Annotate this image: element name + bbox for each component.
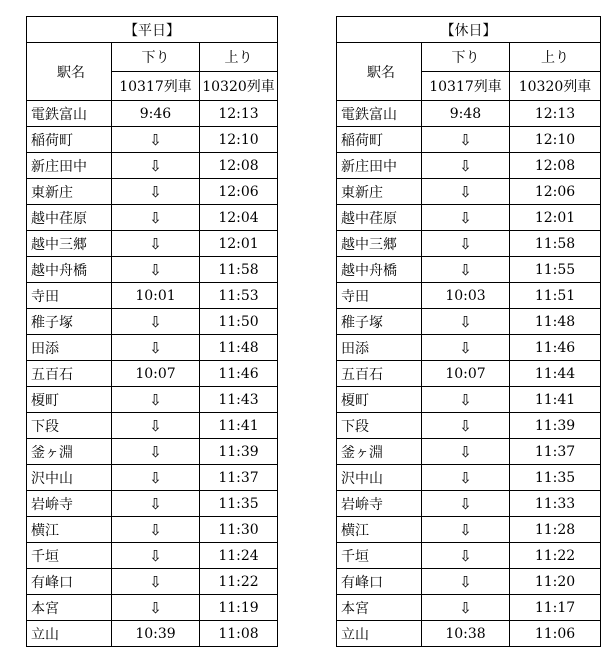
table-row bbox=[337, 179, 601, 205]
station-cell: 新庄田中 bbox=[337, 153, 422, 179]
station-cell: 五百石 bbox=[27, 361, 112, 387]
up-time-cell: 11:44 bbox=[510, 361, 601, 387]
table-row bbox=[27, 595, 278, 621]
down-time-cell: 10:01 bbox=[112, 283, 200, 309]
down-time-cell: ⇩ bbox=[112, 517, 200, 543]
down-header: 下り bbox=[422, 43, 510, 72]
up-time-cell: 11:46 bbox=[200, 361, 278, 387]
station-cell: 田添 bbox=[337, 335, 422, 361]
up-time-cell: 11:41 bbox=[200, 413, 278, 439]
down-time-cell: ⇩ bbox=[112, 335, 200, 361]
table-row bbox=[27, 179, 278, 205]
up-time-cell: 11:53 bbox=[200, 283, 278, 309]
table-row bbox=[337, 309, 601, 335]
down-time-cell: ⇩ bbox=[422, 205, 510, 231]
weekday-title: 【平日】 bbox=[27, 17, 278, 43]
down-time-cell: ⇩ bbox=[422, 127, 510, 153]
table-row bbox=[337, 387, 601, 413]
station-cell: 越中三郷 bbox=[27, 231, 112, 257]
table-row bbox=[337, 491, 601, 517]
table-row bbox=[27, 101, 278, 127]
table-row bbox=[27, 361, 278, 387]
down-time-cell: 10:07 bbox=[422, 361, 510, 387]
down-train-number: 10317列車 bbox=[422, 72, 510, 101]
down-time-cell: ⇩ bbox=[112, 387, 200, 413]
table-row bbox=[337, 439, 601, 465]
holiday-timetable bbox=[336, 16, 601, 647]
table-row bbox=[337, 283, 601, 309]
table-row bbox=[27, 465, 278, 491]
down-time-cell: ⇩ bbox=[112, 465, 200, 491]
station-cell: 釜ヶ淵 bbox=[337, 439, 422, 465]
station-cell: 岩峅寺 bbox=[27, 491, 112, 517]
up-time-cell: 11:48 bbox=[200, 335, 278, 361]
station-cell: 千垣 bbox=[27, 543, 112, 569]
down-time-cell: ⇩ bbox=[422, 309, 510, 335]
table-row bbox=[337, 335, 601, 361]
station-cell: 越中荏原 bbox=[27, 205, 112, 231]
table-row bbox=[337, 595, 601, 621]
down-time-cell: ⇩ bbox=[422, 387, 510, 413]
table-row bbox=[27, 205, 278, 231]
up-time-cell: 11:50 bbox=[200, 309, 278, 335]
down-time-cell: 10:38 bbox=[422, 621, 510, 647]
table-row bbox=[337, 569, 601, 595]
table-row bbox=[337, 101, 601, 127]
station-cell: 沢中山 bbox=[337, 465, 422, 491]
station-cell: 下段 bbox=[27, 413, 112, 439]
station-cell: 横江 bbox=[337, 517, 422, 543]
up-time-cell: 11:39 bbox=[510, 413, 601, 439]
up-train-number: 10320列車 bbox=[200, 72, 278, 101]
table-row bbox=[27, 543, 278, 569]
table-row bbox=[337, 413, 601, 439]
table-row bbox=[27, 621, 278, 647]
table-row bbox=[27, 257, 278, 283]
down-time-cell: ⇩ bbox=[422, 569, 510, 595]
table-row bbox=[337, 231, 601, 257]
down-time-cell: 10:03 bbox=[422, 283, 510, 309]
up-time-cell: 11:55 bbox=[510, 257, 601, 283]
up-time-cell: 12:10 bbox=[510, 127, 601, 153]
station-cell: 榎町 bbox=[337, 387, 422, 413]
down-time-cell: ⇩ bbox=[112, 413, 200, 439]
table-row bbox=[337, 153, 601, 179]
table-row bbox=[27, 309, 278, 335]
table-row bbox=[27, 387, 278, 413]
table-row bbox=[27, 153, 278, 179]
station-header: 駅名 bbox=[337, 43, 422, 101]
station-cell: 釜ヶ淵 bbox=[27, 439, 112, 465]
up-time-cell: 12:13 bbox=[200, 101, 278, 127]
station-cell: 本宮 bbox=[337, 595, 422, 621]
holiday-title: 【休日】 bbox=[337, 17, 601, 43]
down-time-cell: ⇩ bbox=[112, 439, 200, 465]
station-cell: 稚子塚 bbox=[27, 309, 112, 335]
up-time-cell: 11:46 bbox=[510, 335, 601, 361]
station-cell: 電鉄富山 bbox=[27, 101, 112, 127]
station-cell: 有峰口 bbox=[337, 569, 422, 595]
table-row bbox=[27, 231, 278, 257]
station-cell: 岩峅寺 bbox=[337, 491, 422, 517]
up-time-cell: 11:08 bbox=[200, 621, 278, 647]
station-cell: 五百石 bbox=[337, 361, 422, 387]
table-row bbox=[27, 283, 278, 309]
down-time-cell: ⇩ bbox=[112, 231, 200, 257]
weekday-timetable bbox=[26, 16, 278, 647]
up-time-cell: 11:33 bbox=[510, 491, 601, 517]
up-time-cell: 12:01 bbox=[510, 205, 601, 231]
down-time-cell: ⇩ bbox=[422, 465, 510, 491]
up-time-cell: 12:06 bbox=[510, 179, 601, 205]
up-time-cell: 11:22 bbox=[200, 569, 278, 595]
table-row bbox=[337, 361, 601, 387]
down-time-cell: ⇩ bbox=[422, 413, 510, 439]
up-time-cell: 11:51 bbox=[510, 283, 601, 309]
station-cell: 寺田 bbox=[337, 283, 422, 309]
station-cell: 千垣 bbox=[337, 543, 422, 569]
down-time-cell: ⇩ bbox=[112, 257, 200, 283]
station-cell: 東新庄 bbox=[337, 179, 422, 205]
down-time-cell: ⇩ bbox=[422, 595, 510, 621]
up-time-cell: 11:58 bbox=[510, 231, 601, 257]
down-time-cell: ⇩ bbox=[112, 569, 200, 595]
up-time-cell: 11:19 bbox=[200, 595, 278, 621]
up-time-cell: 11:35 bbox=[510, 465, 601, 491]
up-time-cell: 11:37 bbox=[510, 439, 601, 465]
table-row bbox=[337, 621, 601, 647]
down-time-cell: ⇩ bbox=[112, 595, 200, 621]
station-cell: 稲荷町 bbox=[27, 127, 112, 153]
table-row bbox=[337, 465, 601, 491]
up-time-cell: 11:39 bbox=[200, 439, 278, 465]
down-time-cell: ⇩ bbox=[112, 491, 200, 517]
up-header: 上り bbox=[510, 43, 601, 72]
up-time-cell: 11:06 bbox=[510, 621, 601, 647]
table-row bbox=[337, 517, 601, 543]
down-time-cell: 10:07 bbox=[112, 361, 200, 387]
table-row bbox=[27, 127, 278, 153]
station-cell: 越中三郷 bbox=[337, 231, 422, 257]
station-cell: 有峰口 bbox=[27, 569, 112, 595]
up-time-cell: 11:30 bbox=[200, 517, 278, 543]
table-row bbox=[27, 413, 278, 439]
down-time-cell: ⇩ bbox=[422, 335, 510, 361]
station-cell: 横江 bbox=[27, 517, 112, 543]
up-time-cell: 11:41 bbox=[510, 387, 601, 413]
station-cell: 越中荏原 bbox=[337, 205, 422, 231]
up-time-cell: 11:37 bbox=[200, 465, 278, 491]
up-time-cell: 11:48 bbox=[510, 309, 601, 335]
up-time-cell: 11:28 bbox=[510, 517, 601, 543]
table-row bbox=[27, 439, 278, 465]
up-time-cell: 12:08 bbox=[510, 153, 601, 179]
up-train-number: 10320列車 bbox=[510, 72, 601, 101]
station-cell: 本宮 bbox=[27, 595, 112, 621]
down-time-cell: 9:46 bbox=[112, 101, 200, 127]
station-cell: 稚子塚 bbox=[337, 309, 422, 335]
table-row bbox=[337, 127, 601, 153]
down-header: 下り bbox=[112, 43, 200, 72]
table-row bbox=[27, 569, 278, 595]
station-cell: 越中舟橋 bbox=[337, 257, 422, 283]
up-header: 上り bbox=[200, 43, 278, 72]
up-time-cell: 12:13 bbox=[510, 101, 601, 127]
down-time-cell: ⇩ bbox=[112, 309, 200, 335]
down-time-cell: ⇩ bbox=[422, 179, 510, 205]
station-cell: 東新庄 bbox=[27, 179, 112, 205]
down-train-number: 10317列車 bbox=[112, 72, 200, 101]
up-time-cell: 12:10 bbox=[200, 127, 278, 153]
up-time-cell: 11:17 bbox=[510, 595, 601, 621]
station-cell: 田添 bbox=[27, 335, 112, 361]
up-time-cell: 11:58 bbox=[200, 257, 278, 283]
station-cell: 寺田 bbox=[27, 283, 112, 309]
down-time-cell: ⇩ bbox=[422, 153, 510, 179]
station-cell: 立山 bbox=[337, 621, 422, 647]
up-time-cell: 12:06 bbox=[200, 179, 278, 205]
up-time-cell: 12:08 bbox=[200, 153, 278, 179]
up-time-cell: 11:20 bbox=[510, 569, 601, 595]
down-time-cell: ⇩ bbox=[422, 257, 510, 283]
down-time-cell: ⇩ bbox=[112, 179, 200, 205]
down-time-cell: ⇩ bbox=[112, 205, 200, 231]
station-cell: 榎町 bbox=[27, 387, 112, 413]
up-time-cell: 12:01 bbox=[200, 231, 278, 257]
down-time-cell: ⇩ bbox=[422, 231, 510, 257]
station-header: 駅名 bbox=[27, 43, 112, 101]
table-row bbox=[337, 257, 601, 283]
table-row bbox=[27, 517, 278, 543]
down-time-cell: 9:48 bbox=[422, 101, 510, 127]
up-time-cell: 11:35 bbox=[200, 491, 278, 517]
up-time-cell: 11:22 bbox=[510, 543, 601, 569]
down-time-cell: ⇩ bbox=[112, 543, 200, 569]
down-time-cell: ⇩ bbox=[422, 517, 510, 543]
down-time-cell: 10:39 bbox=[112, 621, 200, 647]
down-time-cell: ⇩ bbox=[422, 543, 510, 569]
station-cell: 立山 bbox=[27, 621, 112, 647]
up-time-cell: 11:43 bbox=[200, 387, 278, 413]
station-cell: 下段 bbox=[337, 413, 422, 439]
down-time-cell: ⇩ bbox=[112, 127, 200, 153]
station-cell: 越中舟橋 bbox=[27, 257, 112, 283]
station-cell: 電鉄富山 bbox=[337, 101, 422, 127]
up-time-cell: 12:04 bbox=[200, 205, 278, 231]
table-row bbox=[337, 543, 601, 569]
down-time-cell: ⇩ bbox=[422, 491, 510, 517]
down-time-cell: ⇩ bbox=[422, 439, 510, 465]
station-cell: 沢中山 bbox=[27, 465, 112, 491]
table-row bbox=[337, 205, 601, 231]
station-cell: 新庄田中 bbox=[27, 153, 112, 179]
table-row bbox=[27, 491, 278, 517]
down-time-cell: ⇩ bbox=[112, 153, 200, 179]
table-row bbox=[27, 335, 278, 361]
up-time-cell: 11:24 bbox=[200, 543, 278, 569]
station-cell: 稲荷町 bbox=[337, 127, 422, 153]
